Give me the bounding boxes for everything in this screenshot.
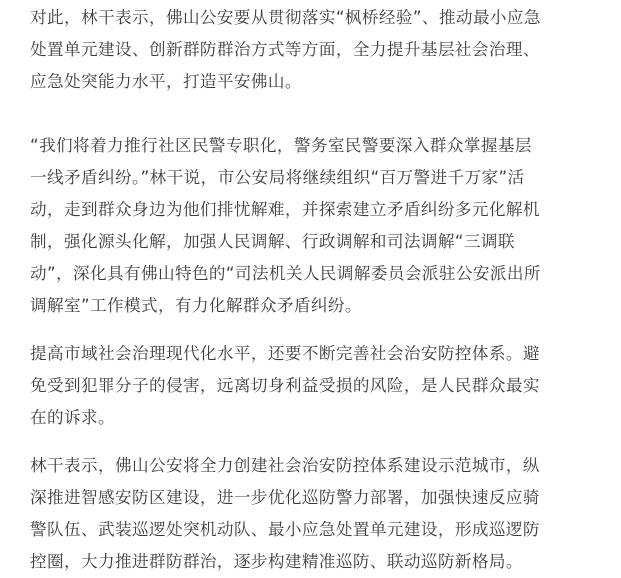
paragraph-line: 提高市域社会治理现代化水平，还要不断完善社会治安防控体系。避 (30, 344, 540, 363)
paragraph-line: 一线矛盾纠纷。”林干说，市公安局将继续组织“百万警进千万家”活 (30, 168, 525, 187)
paragraph-line: “我们将着力推行社区民警专职化，警务室民警要深入群众掌握基层 (30, 136, 532, 155)
paragraph-line: 对此，林干表示，佛山公安要从贯彻落实“枫桥经验”、推动最小应急 (30, 8, 541, 27)
paragraph-line: 处置单元建设、创新群防群治方式等方面，全力提升基层社会治理、 (30, 40, 540, 59)
paragraph-line: 警队伍、武装巡逻处突机动队、最小应急处置单元建设，形成巡逻防 (30, 520, 540, 539)
paragraph-line: 制，强化源头化解，加强人民调解、行政调解和司法调解“三调联 (30, 232, 515, 251)
paragraph-line: 免受到犯罪分子的侵害，远离切身利益受损的风险，是人民群众最实 (30, 376, 540, 395)
paragraph-line: 调解室”工作模式，有力化解群众矛盾纠纷。 (30, 296, 362, 315)
paragraph-4 (30, 450, 540, 578)
paragraph-line: 深推进智感安防区建设，进一步优化巡防警力部署，加强快速反应骑 (30, 488, 540, 507)
paragraph-line: 动”，深化具有佛山特色的“司法机关人民调解委员会派驻公安派出所 (30, 264, 541, 283)
paragraph-line: 林干表示，佛山公安将全力创建社会治安防控体系建设示范城市，纵 (30, 456, 540, 475)
paragraph-line: 在的诉求。 (30, 408, 115, 427)
paragraph-line: 应急处突能力水平，打造平安佛山。 (30, 72, 302, 91)
paragraph-3 (30, 338, 540, 434)
paragraph-line: 动，走到群众身边为他们排忧解难，并探索建立矛盾纠纷多元化解机 (30, 200, 540, 219)
paragraph-line: 控圈，大力推进群防群治，逐步构建精准巡防、联动巡防新格局。 (30, 552, 523, 571)
paragraph-1 (30, 2, 541, 98)
paragraph-2 (30, 130, 541, 322)
